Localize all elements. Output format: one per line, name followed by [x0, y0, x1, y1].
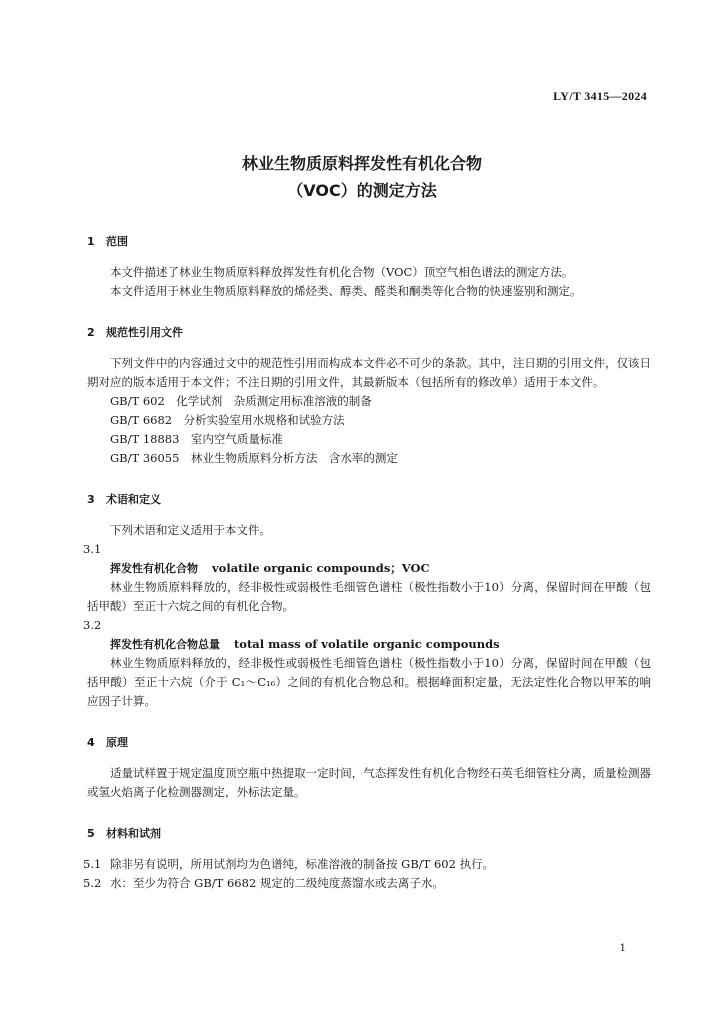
title-line-1: 林业生物质原料挥发性有机化合物: [241, 154, 482, 173]
section-number: 3: [87, 493, 95, 506]
standard-code: LY/T 3415—2024: [553, 89, 647, 103]
section-title: 规范性引用文件: [106, 326, 183, 339]
section-title: 原理: [106, 736, 128, 749]
references-intro: 下列文件中的内容通过文中的规范性引用而构成本文件必不可少的条款。其中，注日期的引用文件，仅该日期对应的版本适用于本文件；不注日期的引用文件，其最新版本（包括所有的修改单）适用于本文件。: [87, 356, 651, 389]
sub-clause-5-1: [83, 855, 651, 874]
section-number: 4: [87, 736, 95, 749]
section-2-heading: [87, 323, 651, 342]
document-body: [83, 232, 651, 893]
section-1-heading: [87, 232, 651, 251]
principle-paragraph: 适量试样置于规定温度顶空瓶中热提取一定时间，气态挥发性有机化合物经石英毛细管柱分离，质量检测器或氢火焰离子化检测器测定，外标法定量。: [87, 766, 651, 799]
section-title: 术语和定义: [106, 493, 161, 506]
sub-clause-number: 5.1: [83, 857, 102, 871]
section-title: 材料和试剂: [106, 827, 161, 840]
term-title-zh: 挥发性有机化合物: [110, 562, 198, 575]
title-line-2: （VOC）的测定方法: [287, 181, 437, 200]
term-definition: 林业生物质原料释放的，经非极性或弱极性毛细管色谱柱（极性指数小于10）分离，保留时间在甲酸（包括甲酸）至正十六烷之间的有机化合物。: [87, 580, 651, 613]
term-definition: 林业生物质原料释放的，经非极性或弱极性毛细管色谱柱（极性指数小于10）分离，保留时间在甲酸（包括甲酸）至正十六烷（介于 C₁～C₁₆）之间的有机化合物总和。根据峰面积定量，无法定性化合物以甲苯的响应因子计算。: [87, 656, 651, 708]
reference-item: GB/T 6682 分析实验室用水规格和试验方法: [110, 413, 345, 427]
reference-item: GB/T 602 化学试剂 杂质测定用标准溶液的制备: [110, 394, 372, 408]
reference-item: GB/T 18883 室内空气质量标准: [110, 432, 283, 446]
term-number: 3.1: [83, 542, 102, 556]
section-title: 范围: [106, 235, 128, 248]
section-number: 5: [87, 827, 95, 840]
sub-clause-5-2: [83, 874, 651, 893]
term-title-en: volatile organic compounds；VOC: [212, 561, 430, 575]
sub-clause-text: 除非另有说明，所用试剂均为色谱纯，标准溶液的制备按 GB/T 602 执行。: [110, 857, 495, 871]
section-number: 1: [87, 235, 95, 248]
term-number: 3.2: [83, 618, 102, 632]
page-number: 1: [619, 943, 626, 954]
reference-item: GB/T 36055 林业生物质原料分析方法 含水率的测定: [110, 451, 398, 465]
term-title-en: total mass of volatile organic compounds: [234, 637, 500, 651]
sub-clause-number: 5.2: [83, 876, 102, 890]
term-title: [87, 559, 651, 578]
section-3-heading: [87, 490, 651, 509]
section-5-heading: [87, 824, 651, 843]
term-title: [87, 635, 651, 654]
section-4-heading: [87, 733, 651, 752]
section-number: 2: [87, 326, 95, 339]
scope-paragraph-2: 本文件适用于林业生物质原料释放的烯烃类、醇类、醛类和酮类等化合物的快速鉴别和测定。: [110, 284, 582, 298]
document-title: [0, 150, 724, 204]
terms-intro: 下列术语和定义适用于本文件。: [110, 523, 271, 537]
term-title-zh: 挥发性有机化合物总量: [110, 638, 220, 651]
sub-clause-text: 水：至少为符合 GB/T 6682 规定的二级纯度蒸馏水或去离子水。: [110, 876, 444, 890]
scope-paragraph-1: 本文件描述了林业生物质原料释放挥发性有机化合物（VOC）顶空气相色谱法的测定方法。: [110, 265, 574, 279]
